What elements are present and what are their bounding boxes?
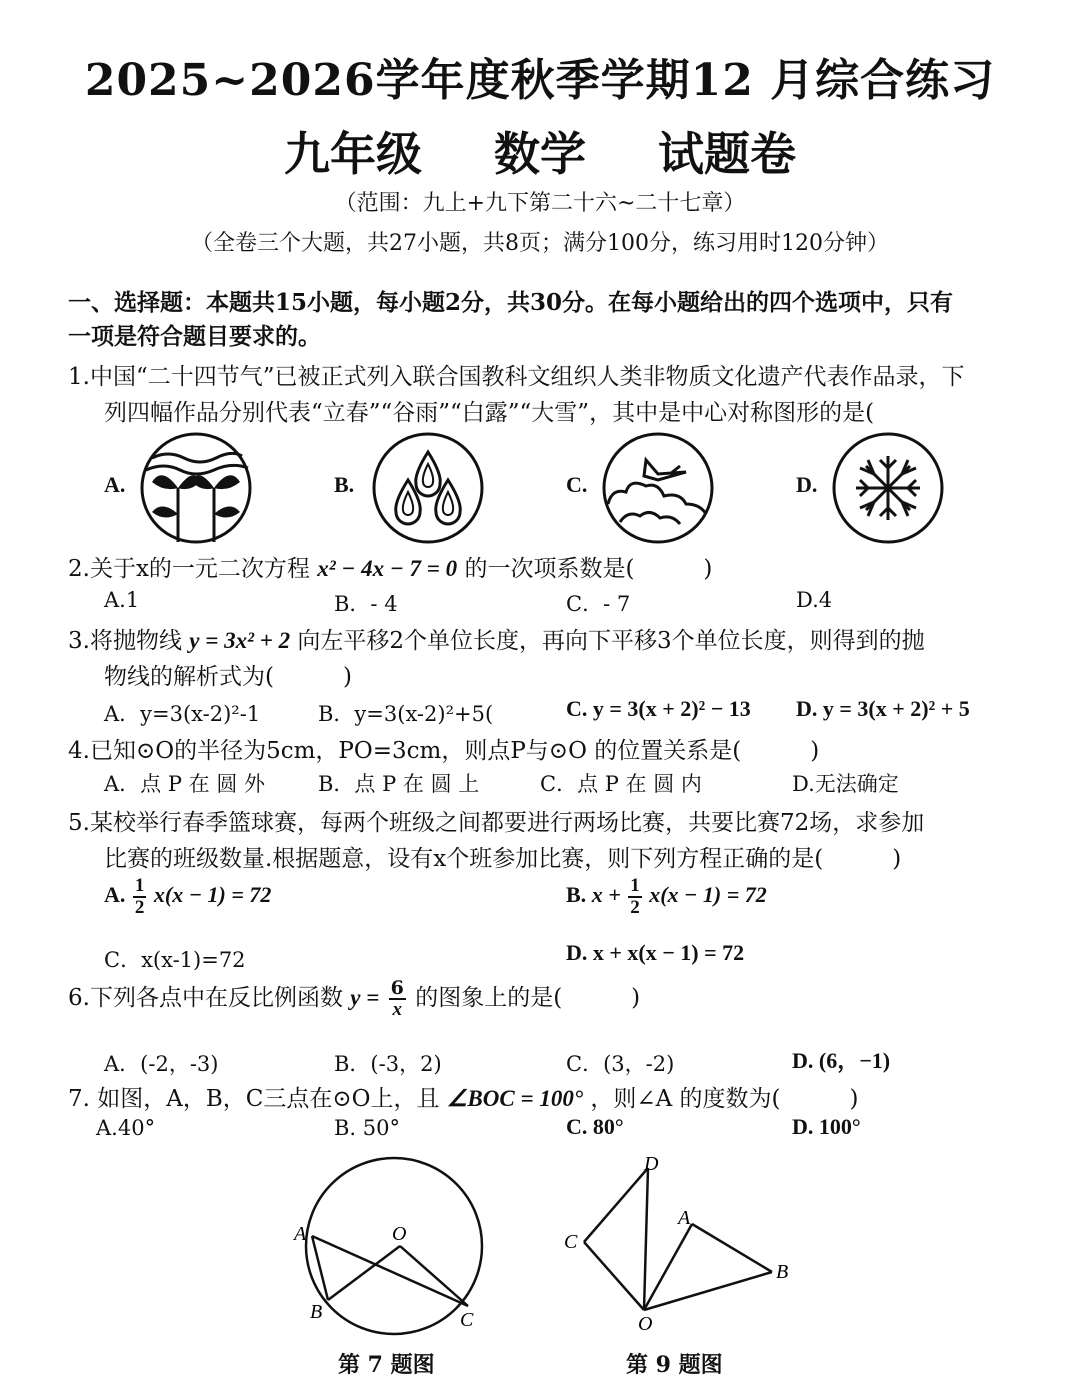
question-2-equation: x² − 4x − 7 = 0	[317, 556, 458, 581]
section-heading: 一、选择题：本题共15小题，每小题2分，共30分。在每小题给出的四个选项中，只有	[68, 289, 954, 316]
exam-scope: （范围：九上+九下第二十六~二十七章）	[334, 191, 746, 216]
section-heading-cont: 一项是符合题目要求的。	[68, 323, 321, 350]
q2-option-d: D.4	[796, 588, 833, 612]
exam-title: 2025~2026学年度秋季学期12 月综合练习	[84, 55, 996, 106]
question-6-func-lhs: y =	[350, 985, 380, 1010]
q5-option-b	[566, 876, 767, 918]
fig9-label-a: A	[678, 1207, 691, 1229]
raindrops-icon	[370, 430, 486, 546]
q2-option-a: A.1	[104, 588, 140, 612]
question-7-prefix: 7. 如图，A，B，C三点在⊙O上，且	[68, 1086, 440, 1112]
question-6-fraction	[389, 978, 406, 1020]
fig9-label-d: D	[644, 1153, 659, 1175]
question-2	[68, 550, 712, 583]
fig7-label-a: A	[294, 1223, 307, 1245]
snowflake-icon	[830, 430, 946, 546]
question-1-text: 1.中国“二十四节气”已被正式列入联合国教科文组织人类非物质文化遗产代表作品录，下	[68, 364, 965, 390]
fraction-numerator: 6	[390, 977, 404, 999]
fig9-label-b: B	[776, 1261, 789, 1283]
fraction-numerator: 1	[134, 875, 145, 896]
q7-option-d: D. 100°	[792, 1114, 861, 1139]
q5-option-b-expr: x(x − 1) = 72	[649, 882, 767, 908]
q1-option-a-label: A.	[104, 472, 126, 497]
q6-option-c: C．(3，-2)	[566, 1052, 675, 1076]
fig7-label-c: C	[460, 1309, 474, 1331]
question-3-text-cont: 物线的解析式为( )	[104, 664, 352, 690]
q6-option-b: B．(-3，2)	[334, 1052, 442, 1076]
fraction-denominator: 2	[630, 897, 640, 918]
q3-option-c: C. y = 3(x + 2)² − 13	[566, 696, 751, 721]
q5-option-b-label: B.	[566, 882, 587, 908]
q5-option-a-label: A.	[104, 882, 126, 908]
subject-label: 数学	[494, 127, 586, 181]
q1-option-d-label: D.	[796, 472, 818, 497]
q3-option-d: D. y = 3(x + 2)² + 5	[796, 696, 970, 721]
q6-option-d: D. (6，−1)	[792, 1048, 891, 1073]
q5-option-a-fraction	[133, 876, 147, 918]
sprout-icon	[138, 430, 254, 546]
figure-7-caption: 第 7 题图	[338, 1352, 435, 1378]
q5-option-a	[104, 876, 271, 918]
fraction-denominator: 2	[134, 897, 145, 918]
q5-option-d: D. x + x(x − 1) = 72	[566, 940, 745, 965]
exam-info: （全卷三个大题，共27小题，共8页；满分100分，练习用时120分钟）	[191, 231, 889, 256]
question-4-text: 4.已知⊙O的半径为5cm，PO=3cm，则点P与⊙O 的位置关系是( )	[68, 738, 820, 764]
fraction-denominator: x	[392, 999, 403, 1020]
q3-option-b: B．y=3(x-2)²+5(	[318, 702, 494, 726]
figure-7-circle-diagram	[290, 1150, 500, 1340]
question-5-text: 5.某校举行春季篮球赛，每两个班级之间都要进行两场比赛，共要比赛72场，求参加	[68, 810, 925, 836]
question-2-prefix: 2.关于x的一元二次方程	[68, 556, 310, 582]
q2-option-b: B．- 4	[334, 592, 398, 616]
fig9-label-o: O	[638, 1313, 653, 1335]
question-6	[68, 978, 640, 1020]
q1-option-b-label: B.	[334, 472, 355, 497]
exam-subtitle	[0, 118, 1080, 184]
question-7-angle: ∠BOC = 100°	[446, 1086, 584, 1111]
fig7-label-o: O	[392, 1223, 407, 1245]
q7-option-c: C. 80°	[566, 1114, 624, 1139]
question-7	[68, 1080, 858, 1113]
q5-option-b-head: x +	[591, 882, 621, 908]
paper-type-label: 试题卷	[658, 127, 797, 181]
question-6-suffix: 的图象上的是( )	[415, 985, 641, 1011]
question-3	[68, 622, 925, 655]
question-3-prefix: 3.将抛物线	[68, 628, 182, 654]
q5-option-c: C．x(x-1)=72	[104, 948, 246, 972]
q5-option-a-expr: x(x − 1) = 72	[153, 882, 272, 908]
question-3-suffix: 向左平移2个单位长度，再向下平移3个单位长度，则得到的抛	[297, 628, 925, 654]
bird-cloud-icon	[600, 430, 716, 546]
q3-option-a: A．y=3(x-2)²-1	[104, 702, 261, 726]
q7-option-b: B. 50°	[334, 1116, 401, 1140]
q4-option-d: D.无法确定	[792, 772, 899, 796]
question-1-text-cont: 列四幅作品分别代表“立春”“谷雨”“白露”“大雪”，其中是中心对称图形的是(	[104, 400, 875, 426]
q4-option-c: C．点 P 在 圆 内	[540, 772, 702, 796]
question-3-equation: y = 3x² + 2	[189, 628, 291, 653]
fig9-label-c: C	[564, 1231, 578, 1253]
q7-option-a: A.40°	[96, 1116, 156, 1140]
fig7-label-b: B	[310, 1301, 323, 1323]
question-6-prefix: 6.下列各点中在反比例函数	[68, 985, 343, 1011]
q2-option-c: C．- 7	[566, 592, 631, 616]
question-5-text-cont: 比赛的班级数量.根据题意，设有x个班参加比赛，则下列方程正确的是( )	[104, 846, 902, 872]
figure-9-caption: 第 9 题图	[626, 1352, 723, 1378]
question-7-suffix: ，则∠A 的度数为( )	[590, 1086, 859, 1112]
question-2-suffix: 的一次项系数是( )	[464, 556, 713, 582]
fraction-numerator: 1	[630, 875, 640, 896]
q4-option-b: B．点 P 在 圆 上	[318, 772, 480, 796]
q4-option-a: A．点 P 在 圆 外	[104, 772, 265, 796]
q6-option-a: A．(-2，-3)	[104, 1052, 219, 1076]
q5-option-b-fraction	[628, 876, 642, 918]
grade-label: 九年级	[283, 127, 422, 181]
figure-9-diagram	[560, 1150, 810, 1340]
q1-option-c-label: C.	[566, 472, 588, 497]
